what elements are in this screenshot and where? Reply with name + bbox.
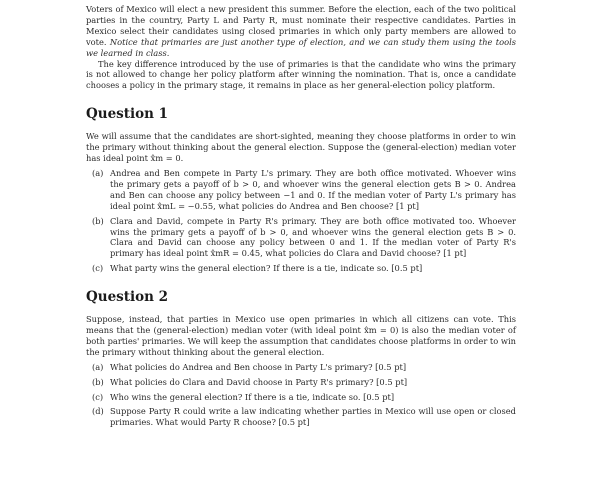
question-1-heading: Question 1 [86, 106, 169, 123]
item-text: What policies do Clara and David choose in Party R's primary? [0.5 pt] [110, 376, 408, 387]
intro-paragraph-2: The key difference introduced by the use of primaries is that the candidate who wins the primary is not allowed to change her policy platform after winning the nomination. That is, once a candidate chooses a policy in the primary stage, it remains in place as her general-election policy platform. [86, 58, 516, 91]
intro-paragraph-1-main: Voters of Mexico will elect a new president this summer. Before the election, each of the two political parties in the country, Party L and Party R, must nominate their respective candidates. Parties in Mexico select their candidates using closed primaries in which only party members are allowed to vote. [86, 4, 516, 47]
item-label: (d) [92, 406, 104, 417]
question-2-heading: Question 2 [86, 289, 169, 306]
item-text: Andrea and Ben compete in Party L's primary. They are both office motivated. Whoever wins the primary gets a payoff of b > 0, and whoever wins the general election gets B > 0. Andrea and Ben can choose any policy between −1 and 0. If the median voter of Party L's primary has ideal point x̂mL = −0.55, what policies do Andrea and Ben choose? [1 pt] [110, 167, 516, 211]
item-label: (c) [92, 391, 104, 402]
question-2-items [86, 362, 516, 429]
item-label: (c) [92, 263, 104, 274]
item-label: (b) [92, 215, 104, 226]
item-label: (b) [92, 376, 104, 387]
item-label: (a) [92, 361, 104, 372]
intro-paragraph-1 [86, 4, 516, 59]
question-1-intro: We will assume that the candidates are short-sighted, meaning they choose platforms in order to win the primary without thinking about the general election. Suppose the (general-election) median voter has ideal point x̂m = 0. [86, 131, 516, 164]
item-text: What policies do Andrea and Ben choose in Party L's primary? [0.5 pt] [110, 361, 407, 372]
question-1-item-a [86, 168, 516, 212]
item-text: Suppose Party R could write a law indicating whether parties in Mexico will use open or closed primaries. What would Party R choose? [0.5 pt] [110, 406, 516, 428]
item-label: (a) [92, 167, 104, 178]
item-text: Clara and David, compete in Party R's primary. They are both office motivated too. Whoever wins the primary gets a payoff of b > 0, and whoever wins the general election gets B > 0. Clara and David can choose any policy between 0 and 1. If the median voter of Party R's primary has ideal point x̂mR = 0.45, what policies do Clara and David choose? [1 pt] [110, 215, 516, 259]
intro-paragraph-1-note: Notice that primaries are just another type of election, and we can study them using the tools we learned in class. [86, 36, 516, 58]
question-2-item-a [86, 362, 516, 373]
question-2-item-c [86, 392, 516, 403]
question-2-item-d [86, 406, 516, 428]
question-1-items [86, 168, 516, 274]
question-1-item-b [86, 216, 516, 260]
question-2-intro: Suppose, instead, that parties in Mexico use open primaries in which all citizens can vote. This means that the (general-election) median voter (with ideal point x̂m = 0) is also the median voter of both parties' primaries. We will keep the assumption that candidates choose platforms in order to win the primary without thinking about the general election. [86, 314, 516, 357]
question-1-item-c [86, 263, 516, 274]
intro-section [86, 4, 516, 91]
item-text: What party wins the general election? If there is a tie, indicate so. [0.5 pt] [110, 263, 423, 274]
question-2-item-b [86, 377, 516, 388]
item-text: Who wins the general election? If there is a tie, indicate so. [0.5 pt] [110, 391, 395, 402]
